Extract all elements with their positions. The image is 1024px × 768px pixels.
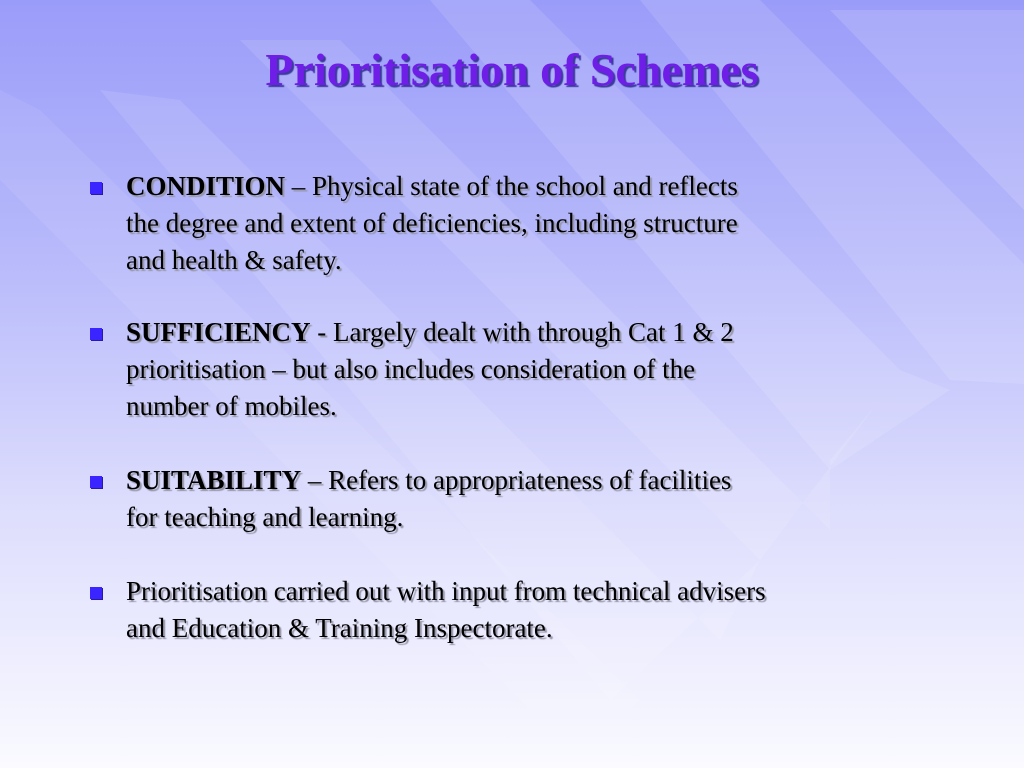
bullet-keyword: SUITABILITY	[126, 465, 302, 495]
bullet-keyword: CONDITION	[126, 171, 286, 201]
square-bullet-icon	[90, 182, 102, 194]
bullet-line-text: – Physical state of the school and reflects	[285, 171, 738, 201]
bullet-text	[126, 573, 946, 647]
bullet-line: number of mobiles.	[126, 391, 337, 421]
bullet-text	[126, 168, 946, 279]
bullet-line-text: - Largely dealt with through Cat 1 & 2	[310, 317, 734, 347]
bullet-line: prioritisation – but also includes consideration of the	[126, 354, 696, 384]
bullet-line-text: – Refers to appropriateness of facilities	[301, 465, 732, 495]
bullet-line	[126, 462, 946, 499]
slide-title: Prioritisation of Schemes	[265, 44, 759, 95]
square-bullet-icon	[90, 587, 102, 599]
bullet-text	[126, 462, 946, 536]
bullet-line: and health & safety.	[126, 245, 342, 275]
bullet-line: for teaching and learning.	[126, 502, 404, 532]
bullet-line	[126, 314, 946, 351]
bullet-line	[126, 168, 946, 205]
square-bullet-icon	[90, 328, 102, 340]
bullet-line: the degree and extent of deficiencies, including structure	[126, 208, 738, 238]
bullet-text	[126, 314, 946, 425]
bullet-line: and Education & Training Inspectorate.	[126, 613, 553, 643]
square-bullet-icon	[90, 476, 102, 488]
bullet-keyword: SUFFICIENCY	[126, 317, 311, 347]
bullet-line: Prioritisation carried out with input from technical advisers	[126, 576, 766, 606]
